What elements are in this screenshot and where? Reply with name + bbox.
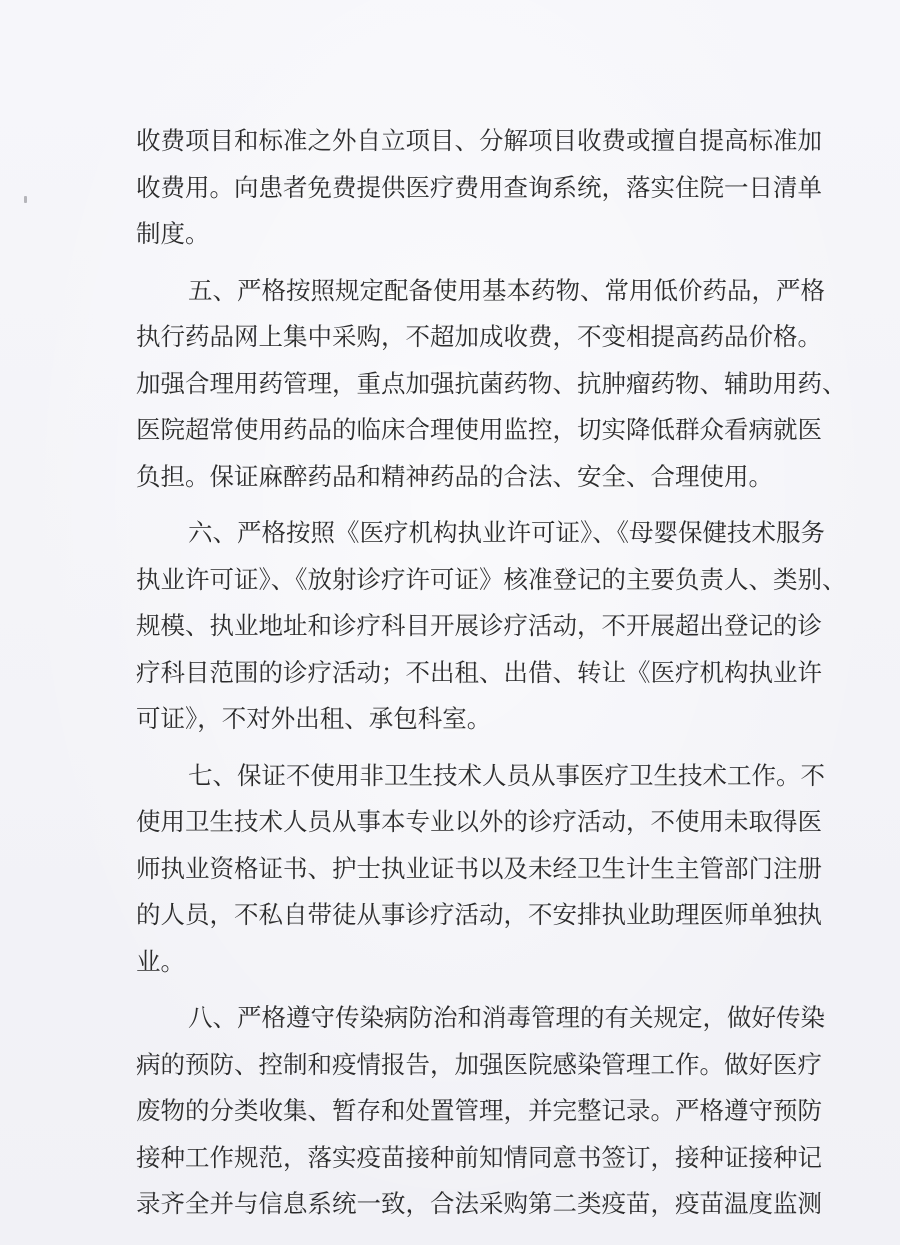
text-line: 收费项目和标准之外自立项目、分解项目收费或擅自提高标准加 bbox=[136, 126, 822, 155]
text-line: 执行药品网上集中采购，不超加成收费，不变相提高药品价格。 bbox=[136, 322, 822, 351]
paragraph-item-6 bbox=[136, 510, 847, 743]
text-line: 接种工作规范，落实疫苗接种前知情同意书签订，接种证接种记 bbox=[136, 1142, 822, 1172]
paragraph-item-5 bbox=[136, 268, 847, 501]
text-line: 负担。保证麻醉药品和精神药品的合法、安全、合理使用。 bbox=[136, 461, 773, 491]
text-line: 废物的分类收集、暂存和处置管理，并完整记录。严格遵守预防 bbox=[136, 1096, 822, 1125]
text-line: 录齐全并与信息系统一致，合法采购第二类疫苗，疫苗温度监测 bbox=[136, 1189, 822, 1218]
scan-speck bbox=[24, 196, 27, 203]
text-line: 可证》，不对外出租、承包科室。 bbox=[136, 704, 492, 733]
text-line: 医院超常使用药品的临床合理使用监控，切实降低群众看病就医 bbox=[136, 415, 822, 444]
text-line: 八、严格遵守传染病防治和消毒管理的有关规定，做好传染 bbox=[188, 1003, 825, 1032]
text-line: 执业许可证》、《放射诊疗许可证》核准登记的主要负责人、类别、 bbox=[136, 564, 847, 594]
text-line: 师执业资格证书、护士执业证书以及未经卫生计生主管部门注册 bbox=[136, 853, 822, 883]
text-line: 六、严格按照《医疗机构执业许可证》、《母婴保健技术服务 bbox=[188, 518, 825, 547]
text-line: 制度。 bbox=[136, 219, 210, 248]
text-line: 收费用。向患者免费提供医疗费用查询系统，落实住院一日清单 bbox=[136, 172, 822, 202]
text-line: 疗科目范围的诊疗活动；不出租、出借、转让《医疗机构执业许 bbox=[136, 657, 822, 687]
paragraph-item-7 bbox=[136, 753, 825, 986]
text-line: 的人员，不私自带徒从事诊疗活动，不安排执业助理医师单独执 bbox=[136, 900, 822, 929]
text-line: 七、保证不使用非卫生技术人员从事医疗卫生技术工作。不 bbox=[188, 760, 825, 790]
text-line: 病的预防、控制和疫情报告，加强医院感染管理工作。做好医疗 bbox=[136, 1049, 822, 1079]
text-line: 使用卫生技术人员从事本专业以外的诊疗活动，不使用未取得医 bbox=[136, 807, 822, 836]
text-line: 业。 bbox=[136, 946, 185, 976]
text-line: 加强合理用药管理，重点加强抗菌药物、抗肿瘤药物、辅助用药、 bbox=[136, 368, 847, 398]
text-line: 规模、执业地址和诊疗科目开展诊疗活动，不开展超出登记的诊 bbox=[136, 611, 822, 640]
paragraph-continuation bbox=[136, 118, 822, 258]
text-line: 五、严格按照规定配备使用基本药物、常用低价药品，严格 bbox=[188, 275, 825, 305]
document-body bbox=[136, 118, 847, 1228]
paragraph-item-8 bbox=[136, 995, 825, 1228]
